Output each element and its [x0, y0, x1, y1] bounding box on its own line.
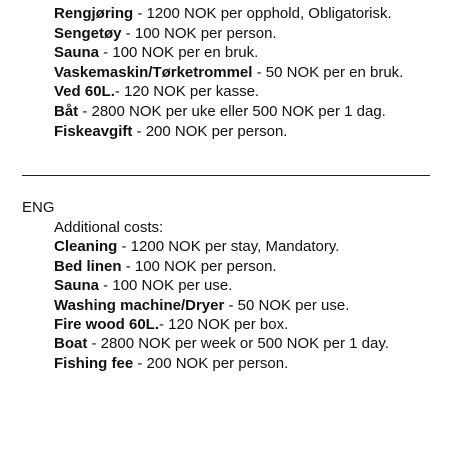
cost-item-boat	[54, 334, 444, 353]
cost-item-name: Boat	[54, 335, 88, 353]
norwegian-cost-list	[54, 4, 444, 141]
cost-item-name: Washing machine/Dryer	[54, 296, 225, 314]
cost-item-washing-machine	[54, 296, 444, 315]
cost-item-name: Fiskeavgift	[54, 122, 133, 140]
cost-item-name: Båt	[54, 102, 79, 120]
cost-item-desc: - 1200 NOK per opphold, Obligatorisk.	[133, 5, 392, 22]
cost-item-name: Vaskemaskin/Tørketrommel	[54, 63, 253, 81]
cost-item-bed-linen	[54, 257, 444, 276]
cost-item-fishing-fee	[54, 354, 444, 373]
cost-item-name: Bed linen	[54, 257, 122, 275]
cost-item-fishing-fee-no	[54, 122, 444, 142]
cost-item-desc: - 2800 NOK per uke eller 500 NOK per 1 dag.	[78, 102, 386, 120]
cost-item-desc: - 100 NOK per person.	[121, 24, 277, 42]
section-divider	[22, 175, 430, 176]
language-label: ENG	[22, 199, 55, 216]
cost-item-washing-machine-no	[54, 63, 444, 83]
cost-item-name: Sauna	[54, 44, 100, 62]
cost-item-desc: - 50 NOK per en bruk.	[252, 63, 404, 81]
cost-item-desc: - 120 NOK per box.	[159, 315, 289, 333]
cost-item-desc: - 200 NOK per person.	[133, 354, 289, 372]
cost-item-desc: - 100 NOK per person.	[121, 257, 277, 275]
cost-item-firewood	[54, 315, 444, 334]
cost-item-desc: - 100 NOK per use.	[99, 277, 233, 295]
cost-item-boat-no	[54, 102, 444, 122]
cost-item-desc: - 50 NOK per use.	[224, 296, 350, 314]
cost-item-desc: - 2800 NOK per week or 500 NOK per 1 day.	[87, 335, 389, 353]
cost-item-desc: - 120 NOK per kasse.	[114, 83, 260, 101]
cost-item-name: Fire wood 60L.	[54, 315, 160, 333]
cost-item-name: Fishing fee	[54, 354, 134, 372]
cost-item-name: Ved 60L.	[54, 83, 115, 101]
section-heading: Additional costs:	[54, 219, 164, 236]
cost-item-name: Cleaning	[54, 238, 118, 256]
english-cost-list	[54, 218, 444, 373]
cost-item-name: Sengetøy	[54, 24, 122, 42]
cost-item-bed-linen-no	[54, 24, 444, 44]
cost-item-sauna-no	[54, 43, 444, 63]
cost-item-name: Sauna	[54, 277, 100, 295]
cost-item-cleaning	[54, 237, 444, 256]
cost-item-desc: - 200 NOK per person.	[132, 122, 288, 140]
cost-item-firewood-no	[54, 82, 444, 102]
cost-item-name: Rengjøring	[54, 5, 134, 22]
cost-item-desc: - 100 NOK per en bruk.	[99, 44, 259, 62]
cost-item-desc: - 1200 NOK per stay, Mandatory.	[117, 238, 340, 256]
cost-item-cleaning-no	[54, 4, 444, 24]
cost-item-sauna	[54, 276, 444, 295]
